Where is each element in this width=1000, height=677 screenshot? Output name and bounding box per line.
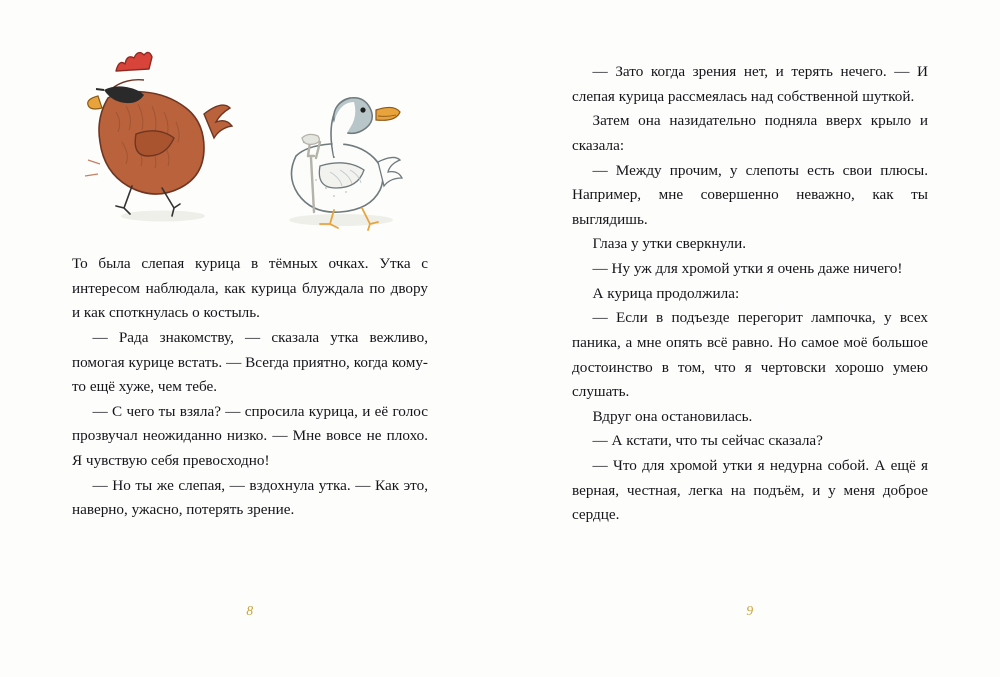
paragraph: То была слепая курица в тёмных очках. Утка с интересом наблюдала, как курица блуждала по двору и как споткнулась о костыль. — [72, 255, 428, 322]
paragraph: Затем она назидательно подняла вверх крыло и сказала: — [572, 112, 928, 154]
paragraph: — Что для хромой утки я недурна собой. А ещё я верная, честная, легка на подъём, и у меня доброе сердце. — [572, 457, 928, 524]
paragraph: — Рада знакомству, — сказала утка вежливо, помогая курице встать. — Всегда приятно, когда кому-то ещё хуже, чем тебе. — [72, 328, 428, 396]
hen-and-duck-illustration — [58, 38, 438, 233]
paragraph: Глаза у утки сверкнули. — [592, 235, 747, 253]
paragraph: Вдруг она остановилась. — [592, 407, 753, 425]
left-page-text — [72, 252, 428, 523]
right-page-text — [572, 60, 928, 528]
paragraph: — А кстати, что ты сейчас сказала? — [592, 432, 823, 450]
page-number-right: 9 — [746, 603, 754, 618]
paragraph: А курица продолжила: — [592, 284, 740, 302]
paragraph: — С чего ты взяла? — спросила курица, и её голос прозвучал неожиданно низко. — Мне вовсе не плохо. Я чувствую себя превосходно! — [72, 402, 428, 469]
paragraph: — Между прочим, у слепоты есть свои плюсы. Например, мне совершенно неважно, как ты выглядишь. — [572, 161, 928, 228]
paragraph: — Зато когда зрения нет, и терять нечего. — И слепая курица рассмеялась над собственной шуткой. — [572, 63, 928, 105]
paragraph: — Но ты же слепая, — вздохнула утка. — Как это, наверно, ужасно, потерять зрение. — [72, 476, 428, 519]
paragraph: — Если в подъезде перегорит лампочка, у всех паника, а мне опять всё равно. Но самое моё большое достоинство в том, что я чертовски хорошо умею слушать. — [572, 309, 928, 401]
right-page — [500, 0, 1000, 677]
paragraph: — Ну уж для хромой утки я очень даже ничего! — [592, 260, 903, 277]
page-number-left: 8 — [246, 603, 254, 618]
